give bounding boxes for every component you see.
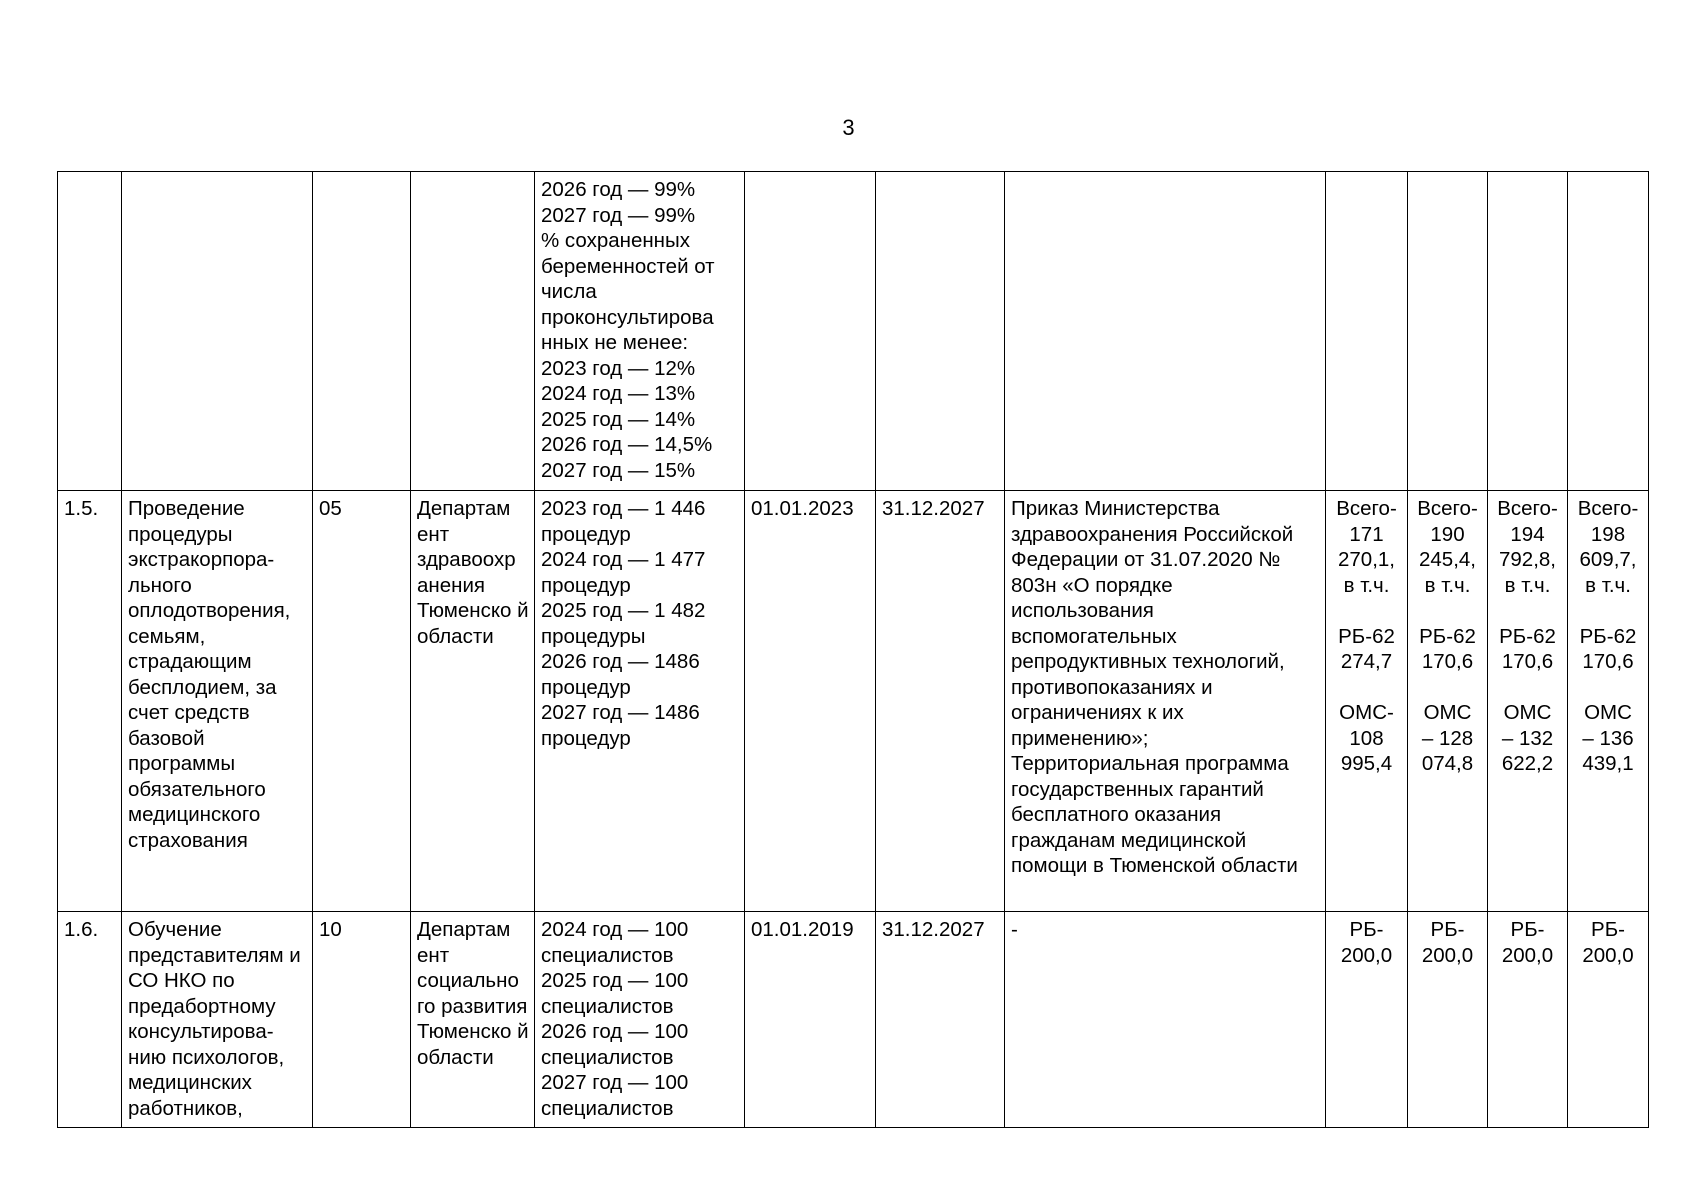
funding-2026 xyxy=(1488,172,1568,491)
activity-code: 05 xyxy=(313,491,411,912)
start-date: 01.01.2019 xyxy=(745,912,876,1128)
executor xyxy=(411,172,535,491)
executor: Департам ент социально го развития Тюменско й области xyxy=(411,912,535,1128)
funding-2027: Всего- 198 609,7, в т.ч. РБ-62 170,6 ОМС – 136 439,1 xyxy=(1568,491,1649,912)
start-date: 01.01.2023 xyxy=(745,491,876,912)
page-number: 3 xyxy=(842,115,855,140)
funding-2026: РБ- 200,0 xyxy=(1488,912,1568,1128)
legal-basis: Приказ Министерства здравоохранения Российской Федерации от 31.07.2020 № 803н «О порядке использования вспомогательных репродуктивных технологий, противопоказаниях и ограничениях к их применению»; Территориальная программа государственных гарантий бесплатного оказания гражданам медицинской помощи в Тюменской области xyxy=(1005,491,1326,912)
executor: Департам ент здравоохр анения Тюменско й области xyxy=(411,491,535,912)
table-row xyxy=(58,172,1649,491)
end-date xyxy=(876,172,1005,491)
row-number xyxy=(58,172,122,491)
indicators: 2026 год — 99% 2027 год — 99% % сохраненных беременностей от числа проконсультирова нных не менее: 2023 год — 12% 2024 год — 13% 2025 год — 14% 2026 год — 14,5% 2027 год — 15% xyxy=(535,172,745,491)
row-number: 1.5. xyxy=(58,491,122,912)
funding-2025: Всего- 190 245,4, в т.ч. РБ-62 170,6 ОМС – 128 074,8 xyxy=(1408,491,1488,912)
end-date: 31.12.2027 xyxy=(876,491,1005,912)
indicators: 2023 год — 1 446 процедур 2024 год — 1 477 процедур 2025 год — 1 482 процедуры 2026 год — 1486 процедур 2027 год — 1486 процедур xyxy=(535,491,745,912)
funding-2024 xyxy=(1326,172,1408,491)
end-date: 31.12.2027 xyxy=(876,912,1005,1128)
funding-2025 xyxy=(1408,172,1488,491)
start-date xyxy=(745,172,876,491)
activity-name: Обучение представителям и СО НКО по предабортному консультирова-нию психологов, медицинских работников, xyxy=(122,912,313,1128)
legal-basis xyxy=(1005,172,1326,491)
table-row xyxy=(58,912,1649,1128)
funding-2024: РБ- 200,0 xyxy=(1326,912,1408,1128)
activity-name xyxy=(122,172,313,491)
activity-name: Проведение процедуры экстракорпора-льного оплодотворения, семьям, страдающим бесплодием, за счет средств базовой программы обязательного медицинского страхования xyxy=(122,491,313,912)
funding-2027: РБ- 200,0 xyxy=(1568,912,1649,1128)
indicators: 2024 год — 100 специалистов 2025 год — 100 специалистов 2026 год — 100 специалистов 2027 год — 100 специалистов xyxy=(535,912,745,1128)
row-number: 1.6. xyxy=(58,912,122,1128)
funding-2027 xyxy=(1568,172,1649,491)
funding-2024: Всего- 171 270,1, в т.ч. РБ-62 274,7 ОМС- 108 995,4 xyxy=(1326,491,1408,912)
funding-2025: РБ- 200,0 xyxy=(1408,912,1488,1128)
legal-basis: - xyxy=(1005,912,1326,1128)
activity-code xyxy=(313,172,411,491)
funding-2026: Всего- 194 792,8, в т.ч. РБ-62 170,6 ОМС – 132 622,2 xyxy=(1488,491,1568,912)
table-row xyxy=(58,491,1649,912)
activity-code: 10 xyxy=(313,912,411,1128)
program-table xyxy=(57,171,1649,1128)
